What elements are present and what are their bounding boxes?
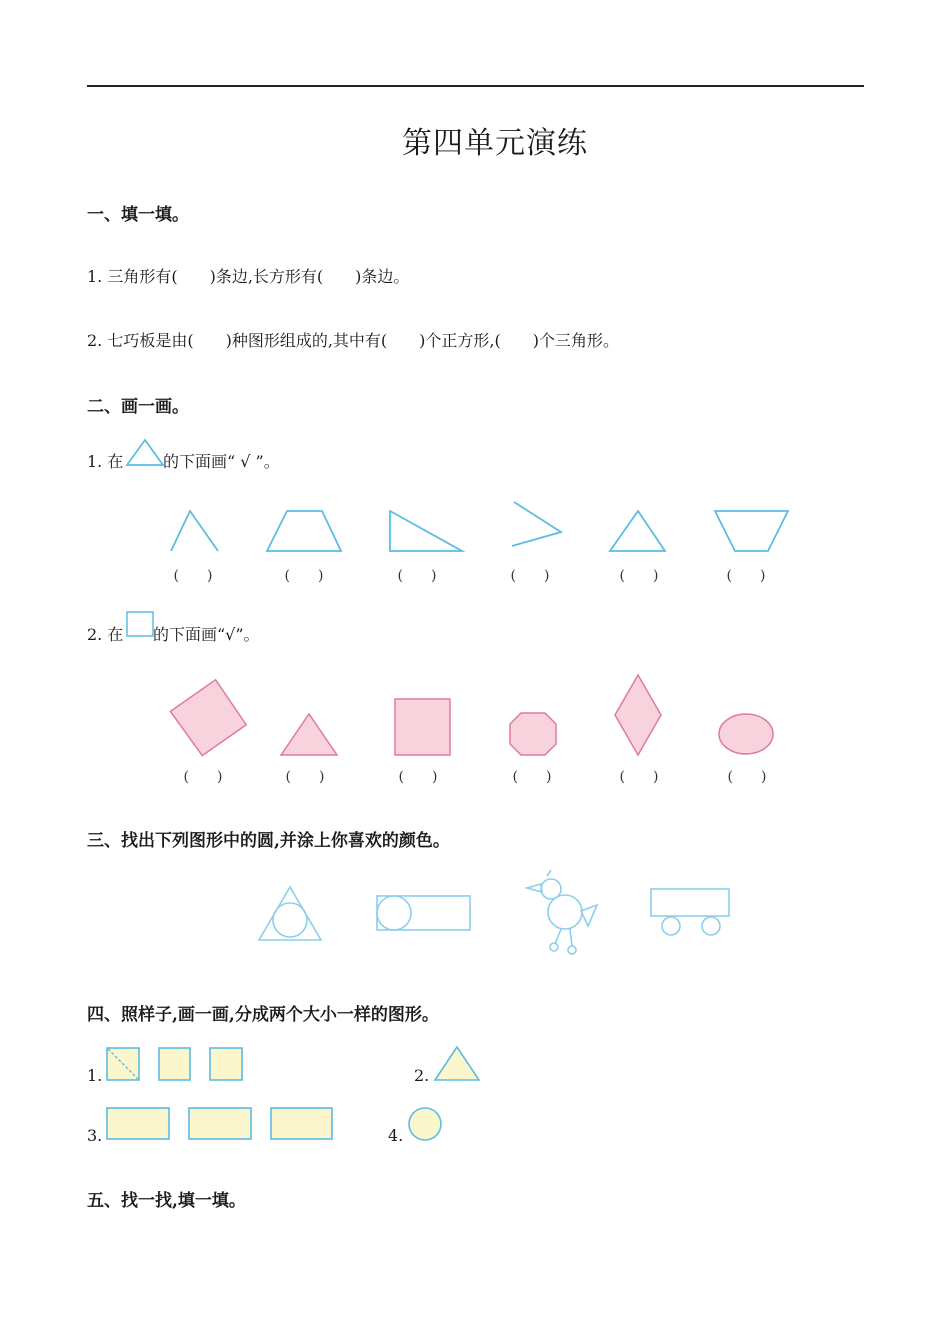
cart-wheel-left bbox=[662, 917, 680, 935]
section-3-heading: 三、找出下列图形中的圆,并涂上你喜欢的颜色。 bbox=[87, 831, 450, 851]
rectangle-to-divide-1 bbox=[107, 1108, 169, 1139]
bird-body-circle bbox=[548, 895, 582, 929]
octagon-shape bbox=[510, 713, 556, 755]
ellipse-shape bbox=[719, 714, 773, 754]
s4-label-3: 3. bbox=[87, 1126, 103, 1145]
pink-triangle-shape bbox=[281, 714, 337, 755]
bird-crest bbox=[547, 870, 551, 876]
s1-question-2: 2. 七巧板是由( )种图形组成的,其中有( )个正方形,( )个三角形。 bbox=[87, 331, 619, 350]
rotated-square-shape bbox=[164, 673, 253, 762]
sample-triangle bbox=[127, 440, 163, 465]
page-title: 第四单元演练 bbox=[402, 126, 588, 161]
answer-paren[interactable]: ( ) bbox=[619, 568, 659, 584]
answer-paren[interactable]: ( ) bbox=[284, 568, 324, 584]
cart-body bbox=[651, 889, 729, 916]
cart-wheel-right bbox=[702, 917, 720, 935]
answer-paren[interactable]: ( ) bbox=[726, 568, 766, 584]
s4-label-1: 1. bbox=[87, 1066, 103, 1085]
s2-q1-suffix: 的下面画“ √ ”。 bbox=[163, 452, 280, 471]
section-5-heading: 五、找一找,填一填。 bbox=[87, 1191, 246, 1211]
answer-paren[interactable]: ( ) bbox=[727, 769, 767, 785]
answer-paren[interactable]: ( ) bbox=[619, 769, 659, 785]
answer-paren[interactable]: ( ) bbox=[510, 568, 550, 584]
bird-foot-right bbox=[568, 946, 576, 954]
section-1-heading: 一、填一填。 bbox=[87, 205, 189, 225]
rhombus-shape bbox=[615, 675, 661, 755]
bird-tail bbox=[581, 905, 597, 926]
circle-in-rectangle bbox=[377, 896, 411, 930]
trapezoid-shape bbox=[267, 511, 341, 551]
circle-to-divide bbox=[409, 1108, 441, 1140]
pink-square-shape bbox=[395, 699, 450, 755]
square-to-divide-2 bbox=[210, 1048, 242, 1080]
square-to-divide-1 bbox=[159, 1048, 190, 1080]
sample-square bbox=[127, 612, 153, 636]
s1-question-1: 1. 三角形有( )条边,长方形有( )条边。 bbox=[87, 267, 410, 286]
inverted-trapezoid-shape bbox=[715, 511, 788, 551]
answer-paren[interactable]: ( ) bbox=[512, 769, 552, 785]
rectangle-to-divide-3 bbox=[271, 1108, 332, 1139]
s4-label-2: 2. bbox=[414, 1066, 430, 1085]
bird-foot-left bbox=[550, 943, 558, 951]
bird-leg-right bbox=[570, 929, 572, 946]
s2-q2-prefix: 2. 在 bbox=[87, 625, 124, 644]
bird-beak bbox=[527, 884, 542, 892]
triangle-to-divide bbox=[435, 1047, 479, 1080]
open-angle-shape bbox=[171, 511, 218, 551]
section-2-heading: 二、画一画。 bbox=[87, 397, 189, 417]
triangle-shape bbox=[610, 511, 665, 551]
rectangle-to-divide-2 bbox=[189, 1108, 251, 1139]
answer-paren[interactable]: ( ) bbox=[173, 568, 213, 584]
triangle-with-circle bbox=[259, 887, 321, 940]
circle-in-triangle bbox=[273, 903, 307, 937]
answer-paren[interactable]: ( ) bbox=[183, 769, 223, 785]
answer-paren[interactable]: ( ) bbox=[397, 568, 437, 584]
right-triangle-shape bbox=[390, 511, 462, 551]
section-4-heading: 四、照样子,画一画,分成两个大小一样的图形。 bbox=[87, 1005, 439, 1025]
s2-q1-prefix: 1. 在 bbox=[87, 452, 124, 471]
rectangle-with-circle bbox=[377, 896, 470, 930]
answer-paren[interactable]: ( ) bbox=[398, 769, 438, 785]
answer-paren[interactable]: ( ) bbox=[285, 769, 325, 785]
bird-leg-left bbox=[555, 929, 561, 944]
s2-q2-suffix: 的下面画“√”。 bbox=[153, 625, 260, 644]
open-angle-shape-2 bbox=[512, 502, 561, 546]
s4-label-4: 4. bbox=[388, 1126, 404, 1145]
